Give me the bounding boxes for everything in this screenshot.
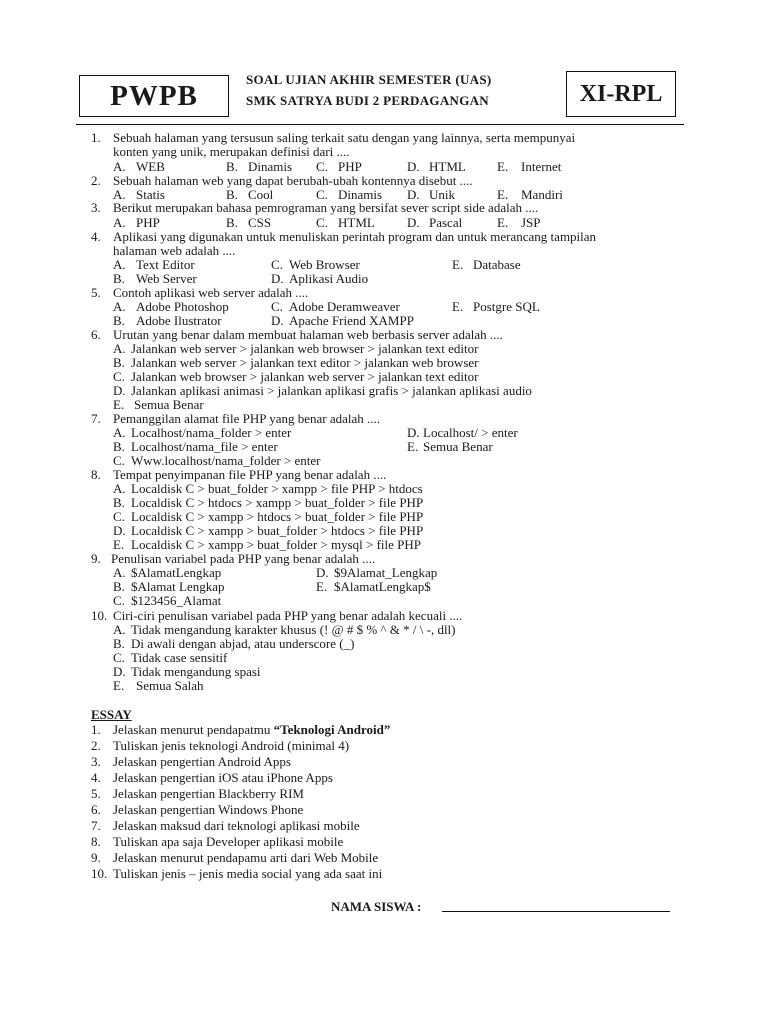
essay-number: 1. <box>91 722 101 737</box>
option-label: D. <box>113 523 126 538</box>
option-label: C. <box>113 650 125 665</box>
essay-heading: ESSAY <box>91 707 132 722</box>
option-text: Internet <box>521 159 562 174</box>
essay-emphasis: “Teknologi Android” <box>273 722 391 737</box>
essay-text: Jelaskan pengertian Windows Phone <box>113 802 304 817</box>
option-text: $AlamatLengkap$ <box>334 579 431 594</box>
option-text: Tidak mengandung spasi <box>131 664 261 679</box>
option-label: A. <box>113 159 126 174</box>
option-label: E. <box>497 215 509 230</box>
option-text: Jalankan web server > jalankan web browser > jalankan text editor <box>131 341 479 356</box>
option-text: Tidak case sensitif <box>131 650 228 665</box>
question-text: Pemanggilan alamat file PHP yang benar adalah .... <box>113 411 381 426</box>
class-box: XI-RPL <box>566 71 676 117</box>
option-text: HTML <box>338 215 375 230</box>
option-text: Localdisk C > buat_folder > xampp > file PHP > htdocs <box>131 481 423 496</box>
option-text: Adobe Photoshop <box>136 299 229 314</box>
essay-text: Jelaskan pengertian Blackberry RIM <box>113 786 304 801</box>
essay-text: Tuliskan apa saja Developer aplikasi mobile <box>113 834 344 849</box>
question-number: 8. <box>91 467 101 482</box>
header-divider <box>76 124 684 125</box>
option-label: E. <box>452 299 464 314</box>
option-label: B. <box>113 355 125 370</box>
question-text: Penulisan variabel pada PHP yang benar adalah .... <box>111 551 376 566</box>
question-number: 9. <box>91 551 101 566</box>
option-label: E. <box>497 159 509 174</box>
option-label: A. <box>113 565 126 580</box>
option-label: B. <box>113 579 125 594</box>
option-text: Localhost/nama_file > enter <box>131 439 278 454</box>
option-label: C. <box>113 509 125 524</box>
option-text: Semua Salah <box>136 678 204 693</box>
option-text: HTML <box>429 159 466 174</box>
option-label: A. <box>113 481 126 496</box>
option-label: E. <box>452 257 464 272</box>
essay-text: Jelaskan menurut pendapamu arti dari Web Mobile <box>113 850 379 865</box>
essay-number: 5. <box>91 786 101 801</box>
option-text: Semua Benar <box>134 397 204 412</box>
option-text: Adobe Deramweaver <box>289 299 400 314</box>
option-text: Pascal <box>429 215 463 230</box>
question-text: Tempat penyimpanan file PHP yang benar adalah .... <box>113 467 387 482</box>
option-text: Localdisk C > xampp > htdocs > buat_folder > file PHP <box>131 509 424 524</box>
option-text: Semua Benar <box>423 439 493 454</box>
option-text: Dinamis <box>338 187 383 202</box>
essay-number: 8. <box>91 834 101 849</box>
option-text: PHP <box>136 215 160 230</box>
option-text: Cool <box>248 187 274 202</box>
question-number: 2. <box>91 173 101 188</box>
option-text: Text Editor <box>136 257 195 272</box>
option-label: B. <box>226 159 238 174</box>
option-text: Database <box>473 257 521 272</box>
option-label: B. <box>113 313 125 328</box>
option-text: Jalankan web browser > jalankan web server > jalankan text editor <box>131 369 479 384</box>
option-label: C. <box>113 453 125 468</box>
essay-text: Jelaskan maksud dari teknologi aplikasi mobile <box>113 818 360 833</box>
option-label: C. <box>113 369 125 384</box>
essay-text: Jelaskan menurut pendapatmu <box>113 722 274 737</box>
exam-title: SOAL UJIAN AKHIR SEMESTER (UAS) <box>246 72 492 87</box>
student-name-label: NAMA SISWA : <box>331 899 422 914</box>
option-label: E. <box>316 579 328 594</box>
option-text: $123456_Alamat <box>131 593 222 608</box>
option-label: D. <box>407 425 420 440</box>
option-text: Jalankan aplikasi animasi > jalankan aplikasi grafis > jalankan aplikasi audio <box>131 383 532 398</box>
option-text: CSS <box>248 215 272 230</box>
essay-number: 2. <box>91 738 101 753</box>
option-label: C. <box>113 593 125 608</box>
question-number: 7. <box>91 411 101 426</box>
essay-number: 9. <box>91 850 101 865</box>
question-number: 10. <box>91 608 108 623</box>
option-label: A. <box>113 215 126 230</box>
essay-text: Tuliskan jenis teknologi Android (minimal 4) <box>113 738 350 753</box>
option-text: Unik <box>429 187 455 202</box>
question-text: Urutan yang benar dalam membuat halaman web berbasis server adalah .... <box>113 327 503 342</box>
option-text: Adobe Ilustrator <box>136 313 222 328</box>
essay-text: Tuliskan jenis – jenis media social yang ada saat ini <box>113 866 383 881</box>
option-text: Localhost/nama_folder > enter <box>131 425 292 440</box>
option-label: E. <box>497 187 509 202</box>
option-text: Apache Friend XAMPP <box>289 313 414 328</box>
option-text: Postgre SQL <box>473 299 540 314</box>
option-text: $Alamat Lengkap <box>131 579 225 594</box>
question-text: Ciri-ciri penulisan variabel pada PHP yang benar adalah kecuali .... <box>113 608 463 623</box>
option-label: E. <box>113 678 125 693</box>
option-text: JSP <box>521 215 541 230</box>
question-text: Sebuah halaman web yang dapat berubah-ubah kontennya disebut .... <box>113 173 473 188</box>
option-label: D. <box>407 215 420 230</box>
option-text: Localdisk C > htdocs > xampp > buat_folder > file PHP <box>131 495 424 510</box>
option-text: Mandiri <box>521 187 563 202</box>
option-label: A. <box>113 257 126 272</box>
essay-number: 7. <box>91 818 101 833</box>
option-label: B. <box>113 439 125 454</box>
option-text: $AlamatLengkap <box>131 565 222 580</box>
essay-text: Jelaskan pengertian iOS atau iPhone Apps <box>113 770 333 785</box>
essay-text: Jelaskan pengertian Android Apps <box>113 754 291 769</box>
essay-number: 10. <box>91 866 108 881</box>
option-label: D. <box>407 159 420 174</box>
question-text: Berikut merupakan bahasa pemrograman yang bersifat sever script side adalah .... <box>113 200 539 215</box>
option-text: Dinamis <box>248 159 293 174</box>
question-number: 5. <box>91 285 101 300</box>
option-label: B. <box>226 215 238 230</box>
question-text: Contoh aplikasi web server adalah .... <box>113 285 309 300</box>
essay-number: 6. <box>91 802 101 817</box>
option-label: A. <box>113 622 126 637</box>
option-text: Jalankan web server > jalankan text editor > jalankan web browser <box>131 355 479 370</box>
option-text: Statis <box>136 187 165 202</box>
option-label: A. <box>113 425 126 440</box>
option-label: D. <box>113 383 126 398</box>
option-label: A. <box>113 341 126 356</box>
option-text: Web Server <box>136 271 197 286</box>
option-text: $9Alamat_Lengkap <box>334 565 438 580</box>
question-number: 1. <box>91 130 101 145</box>
option-label: D. <box>407 187 420 202</box>
option-text: Aplikasi Audio <box>289 271 369 286</box>
option-label: E. <box>113 537 125 552</box>
question-text: konten yang unik, merupakan definisi dari .... <box>113 144 350 159</box>
question-number: 3. <box>91 200 101 215</box>
essay-number: 4. <box>91 770 101 785</box>
option-text: Di awali dengan abjad, atau underscore (_) <box>131 636 355 651</box>
option-label: E. <box>407 439 419 454</box>
essay-number: 3. <box>91 754 101 769</box>
option-label: D. <box>271 313 284 328</box>
option-text: Localdisk C > xampp > buat_folder > htdocs > file PHP <box>131 523 424 538</box>
question-text: halaman web adalah .... <box>113 243 236 258</box>
option-text: Www.localhost/nama_folder > enter <box>131 453 321 468</box>
option-text: Localhost/ > enter <box>423 425 518 440</box>
question-number: 6. <box>91 327 101 342</box>
option-label: A. <box>113 187 126 202</box>
option-label: B. <box>113 495 125 510</box>
option-text: PHP <box>338 159 362 174</box>
option-label: D. <box>271 271 284 286</box>
option-label: C. <box>316 159 328 174</box>
school-name: SMK SATRYA BUDI 2 PERDAGANGAN <box>246 93 489 108</box>
option-label: E. <box>113 397 125 412</box>
option-label: D. <box>316 565 329 580</box>
question-text: Sebuah halaman yang tersusun saling terkait satu dengan yang lainnya, serta mempunyai <box>113 130 576 145</box>
question-number: 4. <box>91 229 101 244</box>
option-label: C. <box>316 187 328 202</box>
option-text: Localdisk C > xampp > buat_folder > mysql > file PHP <box>131 537 422 552</box>
option-label: C. <box>316 215 328 230</box>
question-text: Aplikasi yang digunakan untuk menuliskan perintah program dan untuk merancang tampilan <box>113 229 597 244</box>
option-label: D. <box>113 664 126 679</box>
option-text: Web Browser <box>289 257 360 272</box>
option-label: B. <box>113 271 125 286</box>
essay-item <box>113 723 390 737</box>
student-name-field[interactable] <box>442 911 670 912</box>
option-label: A. <box>113 299 126 314</box>
option-label: C. <box>271 299 283 314</box>
option-text: Tidak mengandung karakter khusus (! @ # $ % ^ & * / \ -, dll) <box>131 622 456 637</box>
option-label: B. <box>113 636 125 651</box>
option-label: C. <box>271 257 283 272</box>
option-text: WEB <box>136 159 165 174</box>
subject-box: PWPB <box>79 75 229 117</box>
option-label: B. <box>226 187 238 202</box>
